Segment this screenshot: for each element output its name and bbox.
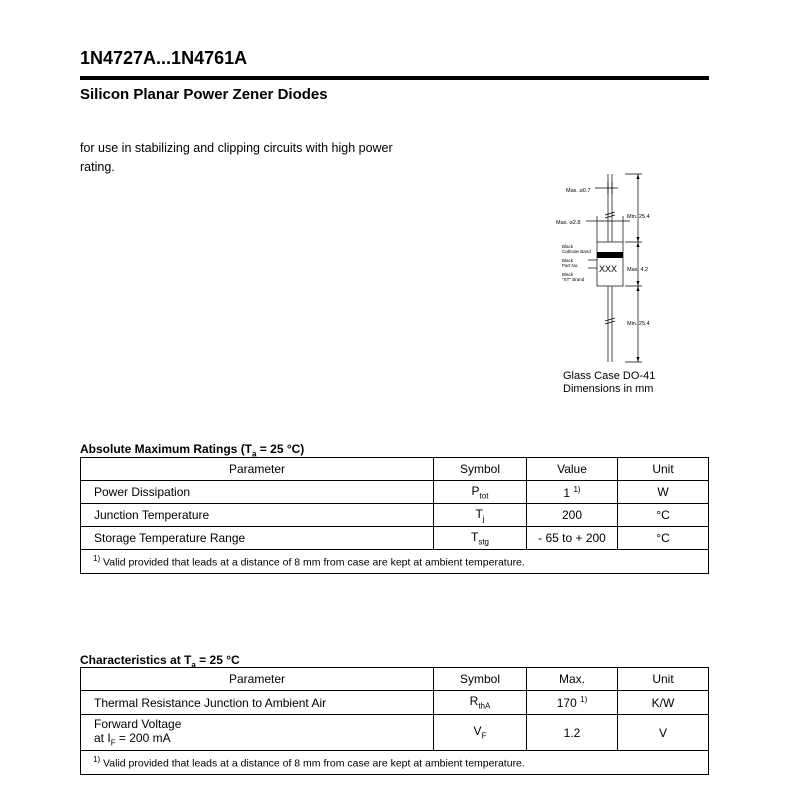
description: for use in stabilizing and clipping circuits with high power rating. xyxy=(80,141,393,174)
header-parameter: Parameter xyxy=(81,458,434,481)
table-row xyxy=(81,481,709,504)
value-cell: 170 $^{1)}$ xyxy=(527,691,618,715)
table-row xyxy=(81,527,709,550)
page-title: 1N4727A...1N4761A xyxy=(80,48,248,68)
value-cell: 200 xyxy=(527,504,618,527)
abs-max-table xyxy=(80,457,709,574)
title-rule xyxy=(80,76,709,80)
param-cell: Power Dissipation xyxy=(81,481,434,504)
unit-cell: °C xyxy=(618,527,709,550)
table-row xyxy=(81,691,709,715)
unit-cell: W xyxy=(618,481,709,504)
table-row xyxy=(81,715,709,751)
caption-case: Glass Case DO-41 xyxy=(563,370,656,382)
table-row xyxy=(81,504,709,527)
drawing-caption xyxy=(563,370,655,396)
value-cell: 1 $^{1)}$ xyxy=(527,481,618,504)
symbol-cell: $T_{stg}$ xyxy=(434,527,527,550)
package-drawing xyxy=(550,170,670,368)
header-unit: Unit xyxy=(618,458,709,481)
table-header-row xyxy=(81,458,709,481)
param-cell: Forward Voltage at $I_F = 200$ mA xyxy=(81,715,434,751)
param-cell: Junction Temperature xyxy=(81,504,434,527)
label-brand-color: Black xyxy=(562,272,574,277)
symbol-cell: $R_{thA}$ xyxy=(434,691,527,715)
param-cell: Thermal Resistance Junction to Ambient Air xyxy=(81,691,434,715)
label-cathode-band: Cathode Band xyxy=(562,249,591,254)
characteristics-table xyxy=(80,667,709,775)
symbol-cell: $T_j$ xyxy=(434,504,527,527)
footnote: $^{1)}$ Valid provided that leads at a distance of 8 mm from case are kept at ambient temperature. xyxy=(81,550,709,574)
header-unit: Unit xyxy=(618,668,709,691)
label-brand: "ST" Brand xyxy=(562,277,585,282)
page-subtitle: Silicon Planar Power Zener Diodes xyxy=(80,86,328,103)
label-body-diameter: Max. ⌀2.8 xyxy=(556,220,581,226)
footnote-row xyxy=(81,550,709,574)
unit-cell: V xyxy=(618,715,709,751)
param-cell: Storage Temperature Range xyxy=(81,527,434,550)
label-band-color: Black xyxy=(562,244,574,249)
value-cell: - 65 to + 200 xyxy=(527,527,618,550)
value-cell: 1.2 xyxy=(527,715,618,751)
header-symbol: Symbol xyxy=(434,458,527,481)
label-body-length: Max. 4.2 xyxy=(627,267,649,273)
symbol-cell: $P_{tot}$ xyxy=(434,481,527,504)
header-max: Max. xyxy=(527,668,618,691)
footnote-row xyxy=(81,751,709,775)
header-parameter: Parameter xyxy=(81,668,434,691)
cathode-band xyxy=(597,252,623,258)
characteristics-title: Characteristics at $T_a = 25$ °C xyxy=(80,653,240,670)
caption-units: Dimensions in mm xyxy=(563,383,654,395)
label-part-marking: XXX xyxy=(599,264,618,274)
label-lead-length-top: Min. 25.4 xyxy=(627,214,650,220)
footnote: $^{1)}$ Valid provided that leads at a distance of 8 mm from case are kept at ambient temperature. xyxy=(81,751,709,775)
symbol-cell: $V_F$ xyxy=(434,715,527,751)
label-part-color: Black xyxy=(562,258,574,263)
header-symbol: Symbol xyxy=(434,668,527,691)
unit-cell: K/W xyxy=(618,691,709,715)
header-value: Value xyxy=(527,458,618,481)
unit-cell: °C xyxy=(618,504,709,527)
label-lead-length-bottom: Min. 25.4 xyxy=(627,321,650,327)
table-header-row xyxy=(81,668,709,691)
label-part-no: Part No. xyxy=(562,263,579,268)
abs-max-title: Absolute Maximum Ratings ($T_a = 25$ °C) xyxy=(80,442,305,459)
label-lead-diameter: Max. ⌀0.7 xyxy=(566,188,591,194)
